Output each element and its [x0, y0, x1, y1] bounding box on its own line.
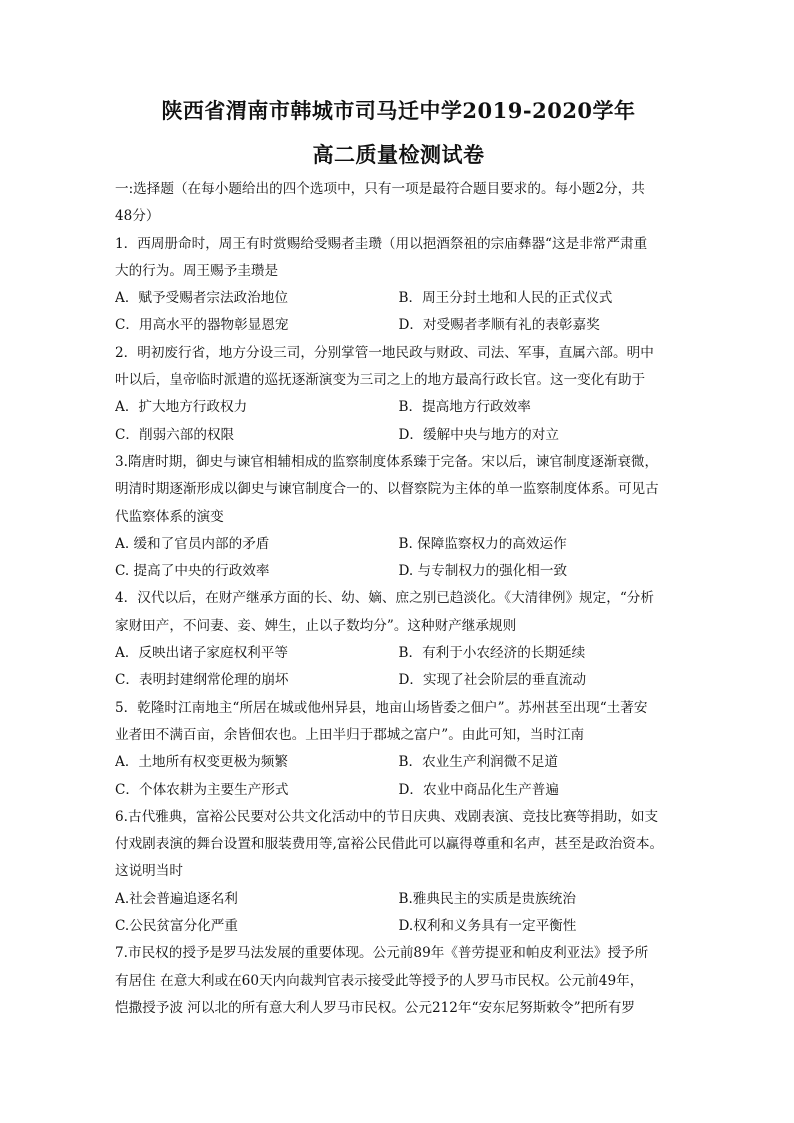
option-d: D．缓解中央与地方的对立 — [398, 426, 559, 443]
question-line: 业者田不满百亩，余皆佃农也。上田半归于郡城之富户”。由此可知，当时江南 — [115, 726, 585, 743]
option-c: C．用高水平的器物彰显恩宠 — [115, 317, 289, 334]
option-a: A.社会普遍追逐名利 — [115, 890, 238, 907]
question-line: 3.隋唐时期，御史与谏官相辅相成的监察制度体系臻于完备。宋以后，谏官制度逐渐衰微， — [115, 453, 659, 470]
options — [115, 394, 682, 449]
section-heading-line1: 一:选择题（在每小题给出的四个选项中，只有一项是最符合题目要求的。每小题2分，共 — [115, 181, 645, 197]
question-line: 明清时期逐渐形成以御史与谏官制度合一的、以督察院为主体的单一监察制度体系。可见古 — [115, 481, 659, 498]
option-a: A．反映出诸子家庭权利平等 — [115, 645, 288, 662]
question-line: 2．明初废行省，地方分设三司，分别掌管一地民政与财政、司法、军事，直属六部。明中 — [115, 344, 654, 361]
question-line: 4．汉代以后，在财产继承方面的长、幼、嫡、庶之别已趋淡化。《大清律例》规定，“分析 — [115, 590, 654, 607]
question-line: 5．乾隆时江南地主“所居在城或他州异县，地亩山场皆委之佃户”。苏州甚至出现“土著安 — [115, 699, 648, 716]
question-line: 这说明当时 — [115, 863, 183, 880]
option-d: D. 与专制权力的强化相一致 — [398, 563, 568, 580]
question-4 — [115, 585, 682, 694]
option-c: C.公民贫富分化严重 — [115, 918, 238, 935]
option-d: D.权利和义务具有一定平衡性 — [398, 918, 577, 935]
option-c: C．表明封建纲常伦理的崩坏 — [115, 672, 289, 689]
question-line: 叶以后，皇帝临时派遣的巡抚逐渐演变为三司之上的地方最高行政长官。这一变化有助于 — [115, 372, 646, 389]
options — [115, 531, 682, 586]
question-line: 代监察体系的演变 — [115, 508, 224, 525]
question-2 — [115, 340, 682, 449]
question-line: 6.古代雅典，富裕公民要对公共文化活动中的节日庆典、戏剧表演、竞技比赛等捐助，如支 — [115, 808, 659, 825]
question-line: 7.市民权的授予是罗马法发展的重要体现。公元前89年《普劳提亚和帕皮利亚法》授予所 — [115, 945, 649, 962]
option-a: A．扩大地方行政权力 — [115, 399, 248, 416]
question-7 — [115, 940, 682, 1022]
option-d: D．农业中商品化生产普遍 — [398, 781, 559, 798]
option-a: A．赋予受赐者宗法政治地位 — [115, 290, 288, 307]
option-b: B. 保障监察权力的高效运作 — [398, 535, 567, 552]
question-1 — [115, 231, 682, 340]
question-5 — [115, 695, 682, 804]
question-line: 付戏剧表演的舞台设置和服装费用等,富裕公民借此可以赢得尊重和名声，甚至是政治资本。 — [115, 836, 664, 853]
option-b: B.雅典民主的实质是贵族统治 — [398, 890, 576, 907]
exam-title-line2: 高二质量检测试卷 — [312, 142, 485, 167]
option-d: D．实现了社会阶层的垂直流动 — [398, 672, 587, 689]
exam-title-line1: 陕西省渭南市韩城市司马迁中学2019-2020学年 — [161, 98, 636, 123]
option-b: B．周王分封土地和人民的正式仪式 — [398, 290, 613, 307]
option-c: C. 提高了中央的行政效率 — [115, 563, 270, 580]
option-c: C．削弱六部的权限 — [115, 426, 235, 443]
options — [115, 749, 682, 804]
question-line: 恺撒授予波 河以北的所有意大利人罗马市民权。公元212年“安东尼努斯敕令”把所有罗 — [115, 999, 635, 1016]
question-line: 大的行为。周王赐予圭瓒是 — [115, 262, 279, 279]
question-6 — [115, 804, 682, 940]
question-line: 1．西周册命时，周王有时赏赐给受赐者圭瓒（用以挹酒祭祖的宗庙彝器“这是非常严肃重 — [115, 235, 648, 252]
option-a: A. 缓和了官员内部的矛盾 — [115, 535, 270, 552]
option-a: A．土地所有权变更极为频繁 — [115, 754, 288, 771]
option-b: B．农业生产利润微不足道 — [398, 754, 559, 771]
section-heading-line2: 48分） — [115, 208, 160, 225]
option-b: B．提高地方行政效率 — [398, 399, 531, 416]
option-b: B．有利于小农经济的长期延续 — [398, 645, 586, 662]
question-3 — [115, 449, 682, 585]
option-c: C．个体农耕为主要生产形式 — [115, 781, 289, 798]
question-line: 有居住 在意大利或在60天内向裁判官表示接受此等授予的人罗马市民权。公元前49年， — [115, 972, 644, 989]
options — [115, 886, 682, 941]
option-d: D．对受赐者孝顺有礼的表彰嘉奖 — [398, 317, 600, 334]
options — [115, 640, 682, 695]
question-line: 家财田产，不问妻、妾、婢生，止以子数均分”。这种财产继承规则 — [115, 617, 517, 634]
options — [115, 285, 682, 340]
